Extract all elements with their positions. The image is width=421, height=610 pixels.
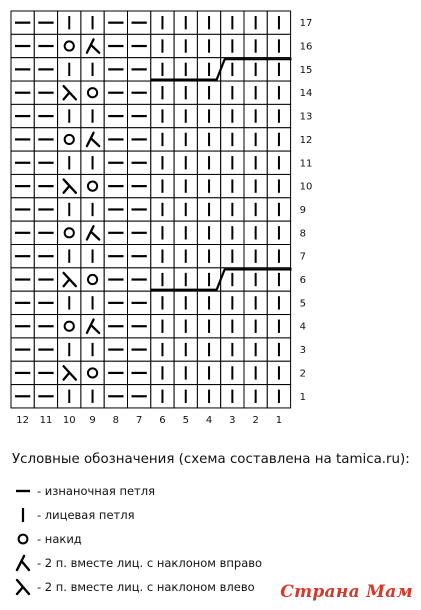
stitch-purl [104, 385, 127, 408]
stitch-purl [34, 128, 57, 151]
stitch-purl [128, 291, 151, 314]
stitch-knit [267, 104, 290, 127]
column-label: 12 [16, 414, 30, 426]
row-label: 3 [299, 345, 306, 357]
stitch-purl [34, 385, 57, 408]
stitch-purl [34, 104, 57, 127]
column-labels [16, 415, 282, 426]
stitch-knit [267, 268, 290, 291]
stitch-knit [244, 221, 267, 244]
legend-label: - лицевая петля [37, 508, 135, 522]
stitch-yarn-over [58, 315, 81, 338]
stitch-knit [267, 291, 290, 314]
stitch-purl [128, 81, 151, 104]
stitch-purl [128, 58, 151, 81]
row-label: 5 [299, 298, 306, 310]
stitch-knit [151, 338, 174, 361]
stitch-knit [244, 338, 267, 361]
stitch-knit [174, 221, 197, 244]
stitch-knit [151, 198, 174, 221]
row-labels [300, 18, 313, 403]
stitch-knit [151, 81, 174, 104]
stitch-knit [267, 81, 290, 104]
stitch-knit [81, 338, 104, 361]
stitch-purl [104, 34, 127, 57]
stitch-knit [151, 385, 174, 408]
stitch-knit [197, 128, 220, 151]
stitch-purl [104, 58, 127, 81]
stitch-knit [221, 128, 244, 151]
legend-item-k2tog-left [12, 577, 255, 597]
stitch-purl [128, 268, 151, 291]
legend-item-knit [12, 505, 135, 525]
column-label: 5 [182, 414, 189, 426]
stitch-knit [151, 58, 174, 81]
stitch-purl [34, 315, 57, 338]
stitch-purl [104, 104, 127, 127]
column-label: 1 [275, 414, 283, 426]
stitch-knit [58, 104, 81, 127]
stitch-knit [151, 128, 174, 151]
stitch-purl [34, 174, 57, 197]
row-label: 12 [299, 134, 313, 146]
stitch-purl [104, 315, 127, 338]
stitch-knit [81, 198, 104, 221]
stitch-purl [104, 81, 127, 104]
stitch-k2tog-left [58, 81, 81, 104]
stitch-knit [221, 11, 244, 34]
row-label: 2 [299, 368, 306, 380]
stitch-purl [128, 151, 151, 174]
stitch-knit [197, 81, 220, 104]
stitch-knit [174, 315, 197, 338]
stitch-knit [197, 245, 220, 268]
stitch-k2tog-right [81, 34, 104, 57]
stitch-knit [244, 34, 267, 57]
stitch-purl [128, 221, 151, 244]
stitch-knit [221, 104, 244, 127]
legend-item-yarn-over [12, 529, 82, 549]
stitch-purl [11, 221, 34, 244]
stitch-purl [34, 291, 57, 314]
stitch-knit [81, 385, 104, 408]
column-label: 9 [89, 414, 96, 426]
stitch-knit [151, 245, 174, 268]
stitch-knit [58, 58, 81, 81]
column-label: 2 [252, 414, 259, 426]
stitch-knit [267, 385, 290, 408]
stitch-knit [58, 245, 81, 268]
stitch-knit [58, 198, 81, 221]
stitch-knit [197, 361, 220, 384]
stitch-yarn-over [81, 174, 104, 197]
stitch-knit [81, 151, 104, 174]
legend-title: Условные обозначения (схема составлена на tamica.ru): [12, 452, 410, 467]
stitch-knit [197, 291, 220, 314]
legend-label: - накид [37, 532, 82, 546]
stitch-purl [34, 221, 57, 244]
stitch-knit [267, 198, 290, 221]
stitch-k2tog-right [81, 128, 104, 151]
row-label: 4 [299, 321, 306, 333]
stitch-purl [128, 128, 151, 151]
stitch-purl [34, 81, 57, 104]
stitch-knit [244, 104, 267, 127]
stitch-knit [81, 58, 104, 81]
stitch-purl [11, 128, 34, 151]
stitch-purl [34, 268, 57, 291]
stitch-knit [221, 385, 244, 408]
stitch-knit [267, 174, 290, 197]
row-label: 14 [299, 88, 313, 100]
stitch-yarn-over [58, 128, 81, 151]
stitch-purl [11, 385, 34, 408]
stitch-knit [151, 174, 174, 197]
row-label: 17 [299, 18, 313, 30]
stitch-knit [58, 151, 81, 174]
stitch-purl [104, 174, 127, 197]
knit-symbol-icon [12, 505, 34, 525]
column-label: 3 [229, 414, 236, 426]
stitch-purl [11, 151, 34, 174]
stitch-purl [128, 104, 151, 127]
stitch-knit [197, 34, 220, 57]
stitch-knit [151, 268, 174, 291]
stitch-purl [34, 245, 57, 268]
stitch-purl [11, 338, 34, 361]
stitch-yarn-over [81, 361, 104, 384]
stitch-knit [174, 81, 197, 104]
stitch-purl [34, 338, 57, 361]
row-label: 7 [299, 251, 306, 263]
stitch-knit [244, 245, 267, 268]
stitch-purl [104, 128, 127, 151]
stitch-knit [81, 245, 104, 268]
stitch-purl [11, 291, 34, 314]
row-label: 8 [299, 228, 306, 240]
stitch-knit [81, 291, 104, 314]
row-label: 1 [299, 391, 306, 403]
stitch-purl [34, 198, 57, 221]
stitch-purl [11, 11, 34, 34]
stitch-knit [174, 291, 197, 314]
column-label: 11 [39, 414, 53, 426]
stitch-knit [221, 291, 244, 314]
stitch-knit [221, 338, 244, 361]
stitch-k2tog-right [81, 315, 104, 338]
stitch-knit [221, 174, 244, 197]
stitch-purl [104, 151, 127, 174]
column-label: 10 [62, 414, 76, 426]
stitch-purl [128, 11, 151, 34]
stitch-knit [58, 385, 81, 408]
stitch-knit [244, 361, 267, 384]
stitch-knit [197, 104, 220, 127]
stitch-purl [11, 198, 34, 221]
stitch-purl [104, 338, 127, 361]
stitch-knit [197, 174, 220, 197]
stitch-knit [151, 151, 174, 174]
stitch-knit [197, 11, 220, 34]
stitch-knit [244, 174, 267, 197]
row-label: 9 [299, 204, 306, 216]
stitch-purl [104, 361, 127, 384]
stitch-knit [244, 315, 267, 338]
row-label: 10 [299, 181, 313, 193]
stitch-knit [267, 361, 290, 384]
stitch-knit [221, 361, 244, 384]
stitch-knit [244, 81, 267, 104]
stitch-knit [267, 58, 290, 81]
stitch-knit [151, 11, 174, 34]
stitch-knit [151, 221, 174, 244]
chart-grid [11, 11, 291, 408]
row-label: 16 [299, 41, 313, 53]
stitch-knit [197, 151, 220, 174]
stitch-purl [34, 34, 57, 57]
stitch-knit [151, 361, 174, 384]
yarn-over-symbol-icon [12, 529, 34, 549]
stitch-knit [174, 338, 197, 361]
stitch-purl [34, 11, 57, 34]
stitch-knit [58, 291, 81, 314]
stitch-knit [174, 361, 197, 384]
k2tog-right-symbol-icon [12, 553, 34, 573]
stitch-yarn-over [81, 81, 104, 104]
stitch-knit [197, 315, 220, 338]
stitch-k2tog-left [58, 361, 81, 384]
stitch-knit [81, 104, 104, 127]
column-label: 4 [205, 414, 213, 426]
stitch-k2tog-left [58, 174, 81, 197]
stitch-knit [174, 198, 197, 221]
stitch-purl [11, 361, 34, 384]
legend-item-purl [12, 481, 155, 501]
column-label: 8 [112, 414, 120, 426]
stitch-knit [174, 128, 197, 151]
stitch-knit [174, 34, 197, 57]
legend-label: - 2 п. вместе лиц. с наклоном влево [37, 580, 255, 594]
stitch-knit [244, 198, 267, 221]
stitch-knit [151, 315, 174, 338]
stitch-purl [11, 34, 34, 57]
stitch-knit [244, 58, 267, 81]
stitch-knit [267, 128, 290, 151]
row-label: 15 [299, 64, 313, 76]
stitch-purl [11, 58, 34, 81]
row-label: 6 [299, 275, 306, 287]
stitch-knit [151, 291, 174, 314]
stitch-knit [267, 221, 290, 244]
stitch-knit [221, 198, 244, 221]
stitch-knit [197, 221, 220, 244]
stitch-knit [58, 11, 81, 34]
stitch-purl [11, 81, 34, 104]
stitch-knit [244, 385, 267, 408]
stitch-knit [174, 268, 197, 291]
stitch-purl [104, 245, 127, 268]
stitch-purl [128, 338, 151, 361]
stitch-knit [197, 385, 220, 408]
stitch-knit [174, 385, 197, 408]
stitch-knit [221, 34, 244, 57]
stitch-purl [128, 361, 151, 384]
stitch-knit [221, 315, 244, 338]
stitch-purl [11, 174, 34, 197]
watermark-logo: Страна Мам [280, 582, 413, 602]
legend-label: - изнаночная петля [37, 484, 156, 498]
stitch-purl [128, 385, 151, 408]
stitch-knit [267, 34, 290, 57]
stitch-purl [104, 11, 127, 34]
legend-label: - 2 п. вместе лиц. с наклоном вправо [37, 556, 263, 570]
stitch-knit [244, 11, 267, 34]
stitch-yarn-over [58, 34, 81, 57]
stitch-yarn-over [81, 268, 104, 291]
stitch-yarn-over [58, 221, 81, 244]
stitch-knit [267, 11, 290, 34]
stitch-knit [174, 104, 197, 127]
stitch-knit [58, 338, 81, 361]
stitch-knit [244, 128, 267, 151]
column-label: 6 [159, 414, 166, 426]
stitch-knit [151, 104, 174, 127]
stitch-purl [128, 315, 151, 338]
stitch-knit [81, 11, 104, 34]
stitch-k2tog-left [58, 268, 81, 291]
stitch-knit [267, 245, 290, 268]
stitch-knit [267, 338, 290, 361]
stitch-knit [244, 151, 267, 174]
row-label: 11 [299, 158, 313, 170]
stitch-knit [174, 174, 197, 197]
stitch-purl [104, 198, 127, 221]
stitch-knit [221, 245, 244, 268]
stitch-knit [197, 198, 220, 221]
stitch-purl [128, 174, 151, 197]
stitch-purl [104, 268, 127, 291]
legend-item-k2tog-right [12, 553, 262, 573]
stitch-k2tog-right [81, 221, 104, 244]
stitch-knit [267, 315, 290, 338]
stitch-knit [174, 58, 197, 81]
row-label: 13 [299, 111, 313, 123]
column-label: 7 [135, 414, 143, 426]
stitch-knit [174, 245, 197, 268]
purl-symbol-icon [12, 481, 34, 501]
stitch-knit [174, 11, 197, 34]
stitch-purl [128, 34, 151, 57]
stitch-knit [221, 81, 244, 104]
stitch-purl [128, 245, 151, 268]
stitch-knit [244, 291, 267, 314]
stitch-purl [34, 151, 57, 174]
stitch-purl [11, 245, 34, 268]
stitch-knit [197, 338, 220, 361]
stitch-purl [104, 291, 127, 314]
stitch-knit [221, 221, 244, 244]
stitch-knit [221, 151, 244, 174]
stitch-purl [11, 268, 34, 291]
stitch-knit [174, 151, 197, 174]
stitch-knit [267, 151, 290, 174]
stitch-purl [34, 58, 57, 81]
stitch-knit [151, 34, 174, 57]
stitch-purl [104, 221, 127, 244]
stitch-purl [128, 198, 151, 221]
stitch-knit [244, 268, 267, 291]
k2tog-left-symbol-icon [12, 577, 34, 597]
stitch-purl [34, 361, 57, 384]
stitch-purl [11, 315, 34, 338]
stitch-purl [11, 104, 34, 127]
